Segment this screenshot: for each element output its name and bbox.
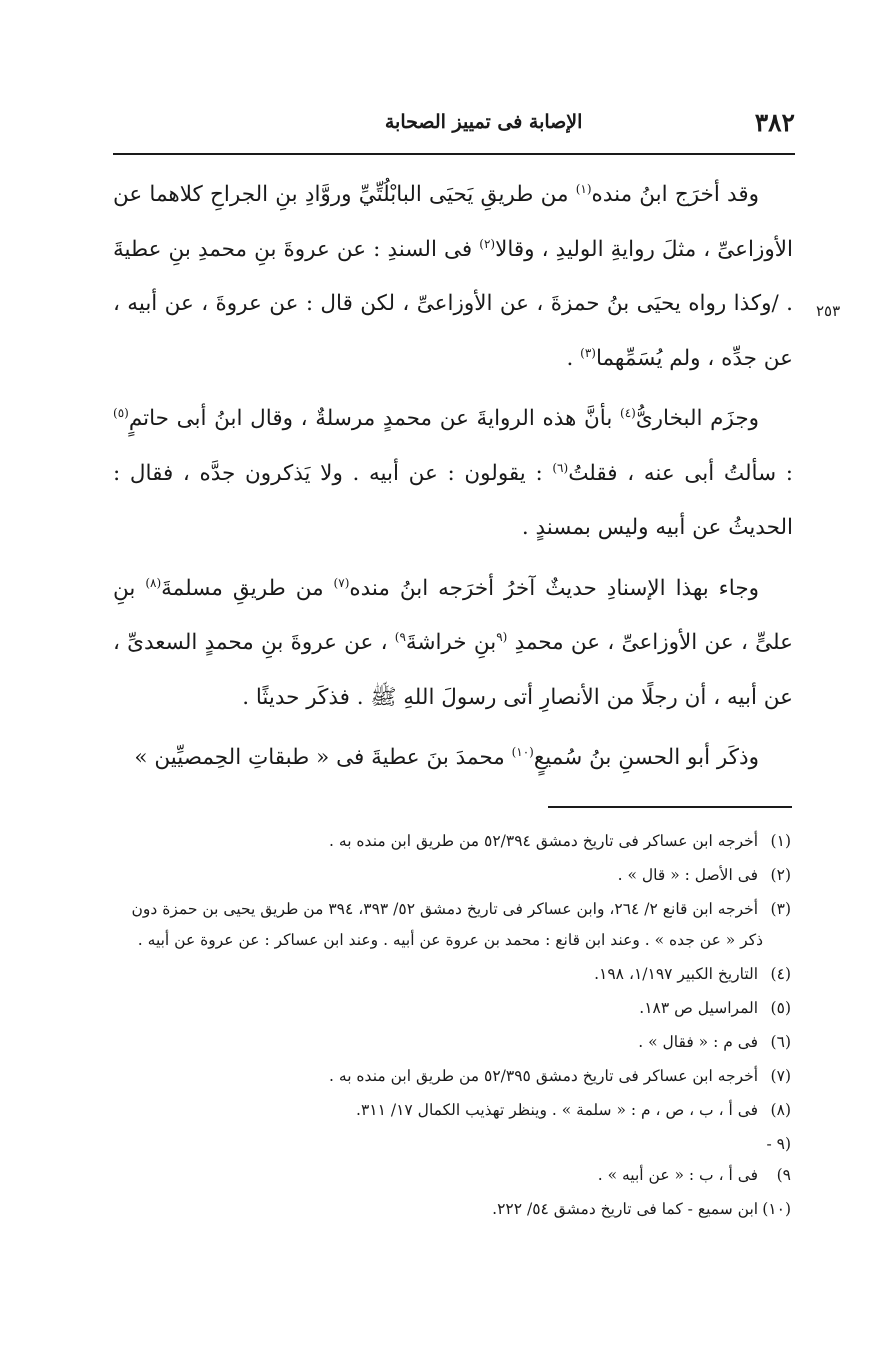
paragraph bbox=[113, 731, 793, 786]
footnote-marker: (١) bbox=[575, 181, 592, 196]
footnote-text: فى م : « فقال » . bbox=[638, 1033, 763, 1051]
footnotes bbox=[107, 826, 791, 1228]
footnote-text: أخرجه ابن قانع ٢/ ٢٦٤، وابن عساكر فى تاريخ دمشق ٥٢/ ٣٩٣، ٣٩٤ من طريق يحيى بن حمزة دون ذكر « عن جده » . وعند ابن قانع : محمد بن عروة عن أبيه . وعند ابن عساكر : عن عروة عن أبيه . bbox=[131, 900, 763, 949]
text-segment: بنِ علىٍّ ، عن الأوزاعىِّ ، عن محمدِ bbox=[113, 575, 794, 655]
book-title: الإصابة فى تمييز الصحابة bbox=[384, 111, 583, 133]
footnote bbox=[107, 1194, 791, 1225]
footnote-text: أخرجه ابن عساكر فى تاريخ دمشق ٥٢/٣٩٤ من طريق ابن منده به . bbox=[329, 832, 763, 850]
footnote-number: (٧) bbox=[770, 1067, 791, 1085]
text-segment: وقد أخرَج ابنُ منده bbox=[591, 182, 759, 207]
text-segment: محمدَ بنَ عطيةَ فى « طبقاتِ الحِمصيِّين » bbox=[134, 745, 512, 770]
footnote-marker: (٥) bbox=[113, 405, 129, 420]
footnote-number: (١٠) bbox=[762, 1200, 791, 1218]
footnote-text: المراسيل ص ١٨٣. bbox=[639, 999, 763, 1017]
footnote-text: فى أ ، ب : « عن أبيه » . bbox=[597, 1166, 763, 1184]
footnote-text: فى الأصل : « قال » . bbox=[617, 866, 763, 884]
footnote bbox=[107, 894, 791, 956]
footnote-marker: (٣) bbox=[580, 345, 596, 360]
footnote-marker: (٤) bbox=[620, 405, 636, 420]
footnote-text: ابن سميع - كما فى تاريخ دمشق ٥٤/ ٢٢٢. bbox=[492, 1200, 763, 1218]
text-segment: : سألتُ أبى عنه ، فقلتُ bbox=[568, 460, 793, 486]
footnote bbox=[107, 959, 791, 990]
footnote-marker: (٩ bbox=[496, 629, 508, 644]
footnote-marker: (١٠) bbox=[511, 744, 534, 759]
text-segment: من طريقِ يَحيَى البابْلُتِّيِّ وروَّادِ بنِ الجراحِ كلاهما عن الأوزاعىِّ ، مثلَ روايةِ الوليدِ ، وقالا bbox=[113, 182, 793, 262]
margin-page-marker: ٢٥٣ bbox=[816, 302, 841, 320]
footnote-marker: (٨) bbox=[145, 575, 162, 590]
footnote-marker: (٦) bbox=[552, 460, 569, 475]
footnote-text: فى أ ، ب ، ص ، م : « سلمة » . وينظر تهذيب الكمال ١٧/ ٣١١. bbox=[356, 1101, 763, 1119]
footnote-number: (٣) bbox=[770, 900, 791, 918]
footnote-text: أخرجه ابن عساكر فى تاريخ دمشق ٥٢/٣٩٥ من طريق ابن منده به . bbox=[329, 1067, 763, 1085]
paragraph bbox=[113, 392, 793, 556]
footnote bbox=[107, 1129, 791, 1191]
page-header bbox=[113, 108, 795, 148]
footnote-number: (٢) bbox=[770, 866, 791, 884]
footnote-marker: (٧) bbox=[333, 575, 350, 590]
footnote-number: (١) bbox=[770, 832, 791, 850]
footnote-number: (٨) bbox=[770, 1101, 791, 1119]
text-segment: ، عن عروةَ بنِ محمدٍ السعدىِّ ، عن أبيه ، أن رجلًا من الأنصارِ أتى رسولَ اللهِ ﷺ . فذكَر حديثًا . bbox=[113, 630, 793, 710]
footnote-marker: ٩) bbox=[394, 629, 406, 644]
footnote bbox=[107, 826, 791, 857]
text-segment: وجاء بهذا الإسنادِ حديثٌ آخرُ أخرَجه ابنُ منده bbox=[349, 575, 760, 601]
footnote-text: التاريخ الكبير ١/١٩٧، ١٩٨. bbox=[594, 965, 763, 983]
footnote bbox=[107, 993, 791, 1024]
text-segment: بأنَّ هذه الروايةَ عن محمدٍ مرسلةٌ ، وقال ابنُ أبى حاتمٍ bbox=[128, 406, 621, 431]
footnote-number: (٩ - ٩) bbox=[766, 1135, 791, 1184]
header-rule bbox=[113, 153, 795, 155]
footnote bbox=[107, 1027, 791, 1058]
footnote-number: (٤) bbox=[770, 965, 791, 983]
text-segment: وذكَر أبو الحسنِ بنُ سُميعٍ bbox=[533, 745, 759, 770]
footnote bbox=[107, 860, 791, 891]
footnote-marker: (٢) bbox=[479, 236, 496, 251]
footnote-number: (٥) bbox=[770, 999, 791, 1017]
main-text bbox=[113, 168, 793, 786]
text-segment: . bbox=[566, 345, 581, 371]
footnote bbox=[107, 1095, 791, 1126]
text-segment: : يقولون : عن أبيه . ولا يَذكرون جدَّه ، فقال : الحديثُ عن أبيه وليس بمسندٍ . bbox=[113, 460, 793, 540]
text-segment: فى السندِ : عن عروةَ بنِ محمدِ بنِ عطيةَ . /وكذا رواه يحيَى بنُ حمزةَ ، عن الأوزاعىِّ ، لكن قال : عن عروةَ ، عن أبيه ، عن جدِّه ، ولم يُسَمِّهما bbox=[113, 236, 793, 371]
footnote bbox=[107, 1061, 791, 1092]
footnote-rule bbox=[548, 806, 792, 808]
page-number: ٣٨٢ bbox=[754, 108, 795, 137]
text-segment: وجزَم البخارىُّ bbox=[635, 406, 760, 431]
footnote-number: (٦) bbox=[770, 1033, 791, 1051]
paragraph bbox=[113, 168, 793, 386]
text-segment: بنِ خراشةَ bbox=[405, 630, 497, 655]
text-segment: من طريقِ مسلمةَ bbox=[161, 575, 334, 601]
paragraph bbox=[113, 562, 793, 726]
